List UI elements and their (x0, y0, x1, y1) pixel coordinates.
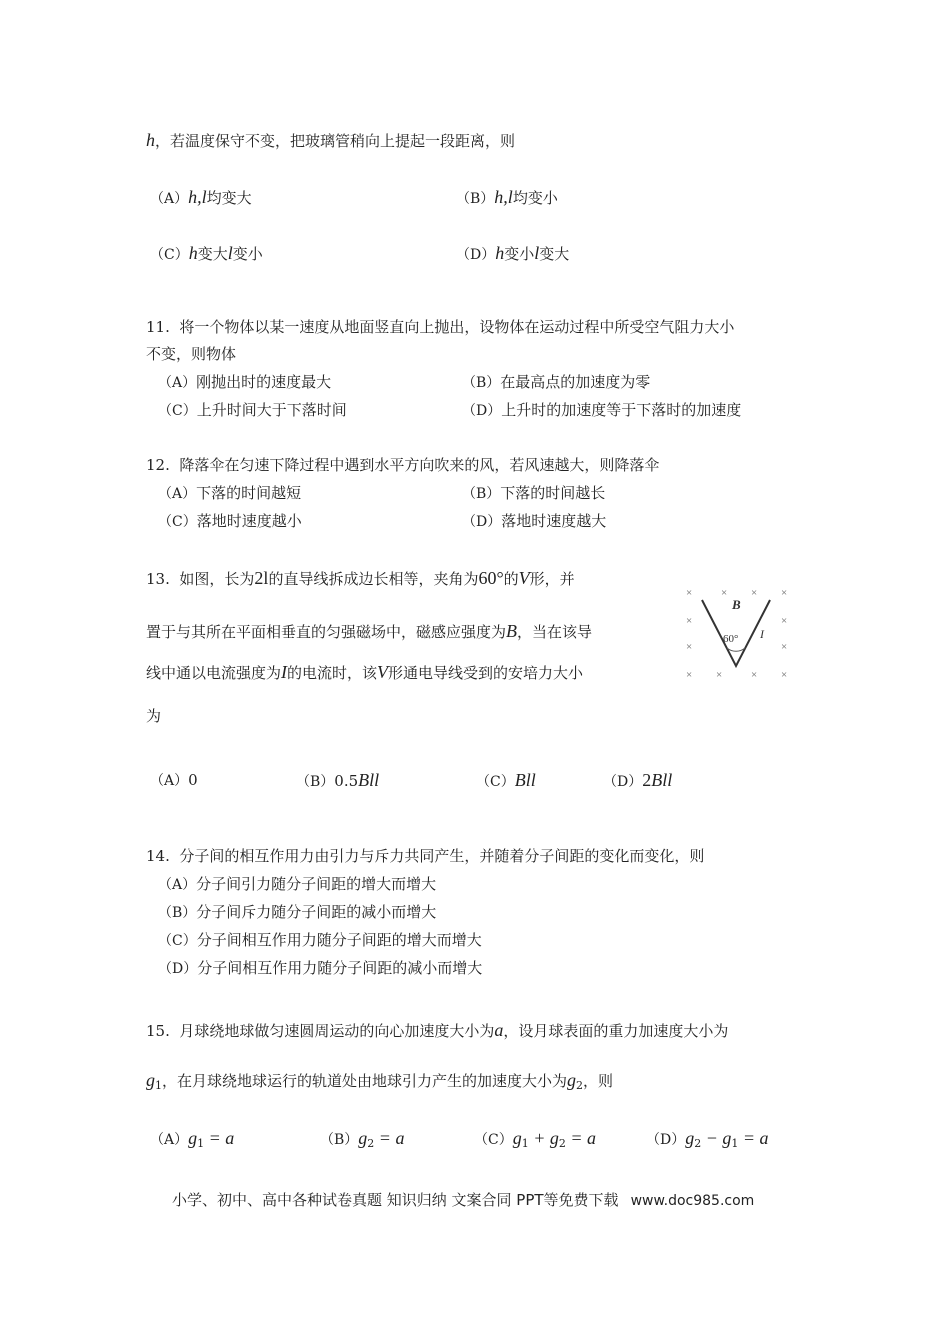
field-cross: × (686, 587, 693, 599)
field-cross: × (721, 587, 728, 599)
option-label: （C） (150, 247, 189, 263)
option-text: 上升时的加速度等于下落时的加速度 (501, 401, 742, 419)
option-math: g (685, 1128, 695, 1148)
option-text: 变小 (232, 245, 263, 263)
q13-option-a[interactable] (150, 770, 198, 790)
math-sub: 1 (731, 1137, 739, 1150)
q11-option-a[interactable] (158, 371, 331, 392)
option-label: （A） (150, 773, 189, 789)
option-label: （B） (296, 774, 335, 790)
option-math: l (534, 243, 540, 263)
option-label: （A） (158, 486, 197, 502)
field-cross: × (686, 615, 693, 627)
question-number: 14. (146, 847, 170, 865)
option-label: （D） (646, 1132, 686, 1148)
q12-option-a[interactable] (158, 482, 301, 503)
question-number: 11. (146, 318, 170, 336)
option-text: 分子间斥力随分子间距的减小而增大 (196, 903, 437, 921)
math-sub: 1 (521, 1137, 529, 1150)
field-cross: × (781, 587, 788, 599)
option-math: = a (565, 1128, 597, 1148)
footer-text: 小学、初中、高中各种试卷真题 知识归纳 文案合同 PPT等免费下载 (172, 1191, 619, 1209)
option-label: （D） (462, 403, 502, 419)
option-label: （D） (456, 247, 496, 263)
field-cross: × (686, 669, 693, 681)
option-label: （A） (158, 375, 197, 391)
q11-option-c[interactable] (158, 399, 347, 420)
q15-stem-line2 (146, 1070, 613, 1092)
math: V (518, 568, 530, 588)
math: V (377, 662, 389, 682)
option-text: 均变小 (512, 189, 558, 207)
option-coef: 2 (642, 770, 652, 790)
option-math: − g (701, 1128, 732, 1148)
q15-stem-line1 (146, 1020, 728, 1041)
option-text: 上升时间大于下落时间 (196, 401, 347, 419)
option-label: （D） (158, 961, 198, 977)
text: 月球绕地球做匀速圆周运动的向心加速度大小为 (179, 1022, 495, 1040)
q13-stem-line1 (146, 568, 575, 589)
option-math: Bll (514, 770, 536, 790)
footer-url[interactable]: www.doc985.com (630, 1193, 755, 1209)
text: 线中通以电流强度为 (146, 664, 282, 682)
label-angle: 60° (723, 633, 739, 645)
option-label: （D） (462, 514, 502, 530)
q10-option-d[interactable] (456, 243, 569, 264)
option-label: （A） (158, 877, 197, 893)
q10-stem (146, 130, 515, 151)
q14-option-d[interactable] (158, 957, 482, 978)
option-text: 0 (188, 771, 198, 789)
q14-option-c[interactable] (158, 929, 482, 950)
math-sub: 1 (155, 1079, 162, 1092)
field-cross: × (781, 641, 788, 653)
option-math: g (358, 1128, 368, 1148)
q13-option-d[interactable] (603, 770, 672, 791)
q14-option-a[interactable] (158, 873, 436, 894)
field-cross: × (751, 587, 758, 599)
text: 形通电导线受到的安培力大小 (388, 664, 584, 682)
option-text: 下落的时间越短 (196, 484, 302, 502)
q13-stem-line3 (146, 662, 583, 683)
q10-var-h: h (146, 130, 155, 150)
math: I (281, 662, 288, 682)
q10-option-b[interactable] (456, 187, 558, 208)
text: 的电流时，该 (287, 664, 378, 682)
label-i: I (760, 627, 764, 641)
option-label: （C） (158, 514, 197, 530)
field-cross: × (781, 669, 788, 681)
math-sub: 1 (197, 1137, 205, 1150)
q14-option-b[interactable] (158, 901, 436, 922)
q15-option-d[interactable] (646, 1128, 769, 1150)
q11-option-b[interactable] (462, 371, 650, 392)
option-label: （B） (462, 375, 501, 391)
q12-text: 降落伞在匀速下降过程中遇到水平方向吹来的风，若风速越大，则降落伞 (179, 456, 660, 474)
option-text: 分子间相互作用力随分子间距的减小而增大 (197, 959, 483, 977)
field-cross: × (686, 641, 693, 653)
q13-stem-line4: 为 (146, 707, 162, 725)
option-math: = a (738, 1128, 769, 1148)
text: 形，并 (529, 570, 575, 588)
math-sub: 2 (694, 1137, 702, 1150)
q13-option-c[interactable] (476, 770, 536, 791)
option-text: 刚抛出时的速度最大 (196, 373, 332, 391)
q12-option-b[interactable] (462, 482, 605, 503)
q13-option-b[interactable] (296, 770, 379, 791)
option-text: 变小 (504, 245, 535, 263)
math: 2l (254, 568, 269, 588)
q10-option-a[interactable] (150, 187, 252, 208)
option-text: 变大 (539, 245, 570, 263)
option-math: Bll (358, 770, 380, 790)
option-label: （C） (158, 933, 197, 949)
option-text: 均变大 (206, 189, 252, 207)
option-label: （C） (476, 774, 515, 790)
option-math: g (188, 1128, 198, 1148)
math-sub: 2 (367, 1137, 375, 1150)
text: 的 (503, 570, 519, 588)
option-text: 分子间引力随分子间距的增大而增大 (196, 875, 437, 893)
question-number: 15. (146, 1022, 170, 1040)
math: 60° (478, 568, 504, 588)
math: a (494, 1020, 504, 1040)
text: 置于与其所在平面相垂直的匀强磁场中，磁感应强度为 (146, 623, 507, 641)
option-text: 0.5 (334, 772, 359, 790)
label-b: B (732, 597, 741, 612)
footer-banner (172, 1189, 754, 1210)
q14-stem (146, 845, 704, 866)
option-label: （B） (320, 1132, 359, 1148)
angle-arc (727, 648, 745, 651)
option-text: 分子间相互作用力随分子间距的增大而增大 (196, 931, 482, 949)
option-text: 变大 (197, 245, 228, 263)
option-math: = a (374, 1128, 405, 1148)
field-cross: × (716, 669, 723, 681)
text: ，设月球表面的重力加速度大小为 (503, 1022, 729, 1040)
q15-option-c[interactable] (474, 1128, 596, 1150)
q11-text: 将一个物体以某一速度从地面竖直向上抛出，设物体在运动过程中所受空气阻力大小 (179, 318, 735, 336)
option-math: = a (204, 1128, 235, 1148)
q10-text: ，若温度保守不变，把玻璃管稍向上提起一段距离，则 (155, 132, 516, 150)
option-label: （B） (158, 905, 197, 921)
math: B (506, 621, 518, 641)
q12-stem (146, 454, 659, 475)
q11-stem-line1 (146, 316, 734, 337)
option-math: g (512, 1128, 522, 1148)
option-math: h (188, 243, 198, 263)
option-label: （B） (456, 191, 495, 207)
option-text: 落地时速度越大 (501, 512, 607, 530)
option-text: 下落的时间越长 (500, 484, 606, 502)
option-label: （A） (150, 1132, 189, 1148)
q13-figure (680, 582, 795, 682)
option-label: （B） (462, 486, 501, 502)
option-label: （D） (603, 774, 643, 790)
question-number: 12. (146, 456, 170, 474)
option-label: （A） (150, 191, 189, 207)
q11-option-d[interactable] (462, 399, 741, 420)
math-sub: 2 (558, 1137, 566, 1150)
option-math: h,l (188, 187, 207, 207)
option-math: + g (528, 1128, 559, 1148)
q12-option-c[interactable] (158, 510, 302, 531)
option-text: 在最高点的加速度为零 (500, 373, 651, 391)
math-sub: 2 (576, 1079, 584, 1092)
text: 如图，长为 (179, 570, 255, 588)
field-cross: × (751, 669, 758, 681)
option-math: l (227, 243, 233, 263)
option-math: h,l (494, 187, 513, 207)
text: ，在月球绕地球运行的轨道处由地球引力产生的加速度大小为 (162, 1072, 568, 1090)
math: g (146, 1070, 155, 1090)
q15-option-b[interactable] (320, 1128, 404, 1150)
field-cross: × (781, 615, 788, 627)
q14-text: 分子间的相互作用力由引力与斥力共同产生，并随着分子间距的变化而变化，则 (179, 847, 705, 865)
option-label: （C） (158, 403, 197, 419)
text: ，则 (583, 1072, 614, 1090)
option-text: 落地时速度越小 (196, 512, 302, 530)
math: g (567, 1070, 577, 1090)
option-math: Bll (651, 770, 673, 790)
text: ，当在该导 (517, 623, 593, 641)
q12-option-d[interactable] (462, 510, 606, 531)
q11-stem-line2: 不变，则物体 (146, 345, 237, 363)
text: 的直导线拆成边长相等，夹角为 (268, 570, 479, 588)
q10-option-c[interactable] (150, 243, 263, 264)
option-label: （C） (474, 1132, 513, 1148)
q13-stem-line2 (146, 621, 592, 642)
q15-option-a[interactable] (150, 1128, 234, 1150)
option-math: h (495, 243, 505, 263)
question-number: 13. (146, 570, 170, 588)
